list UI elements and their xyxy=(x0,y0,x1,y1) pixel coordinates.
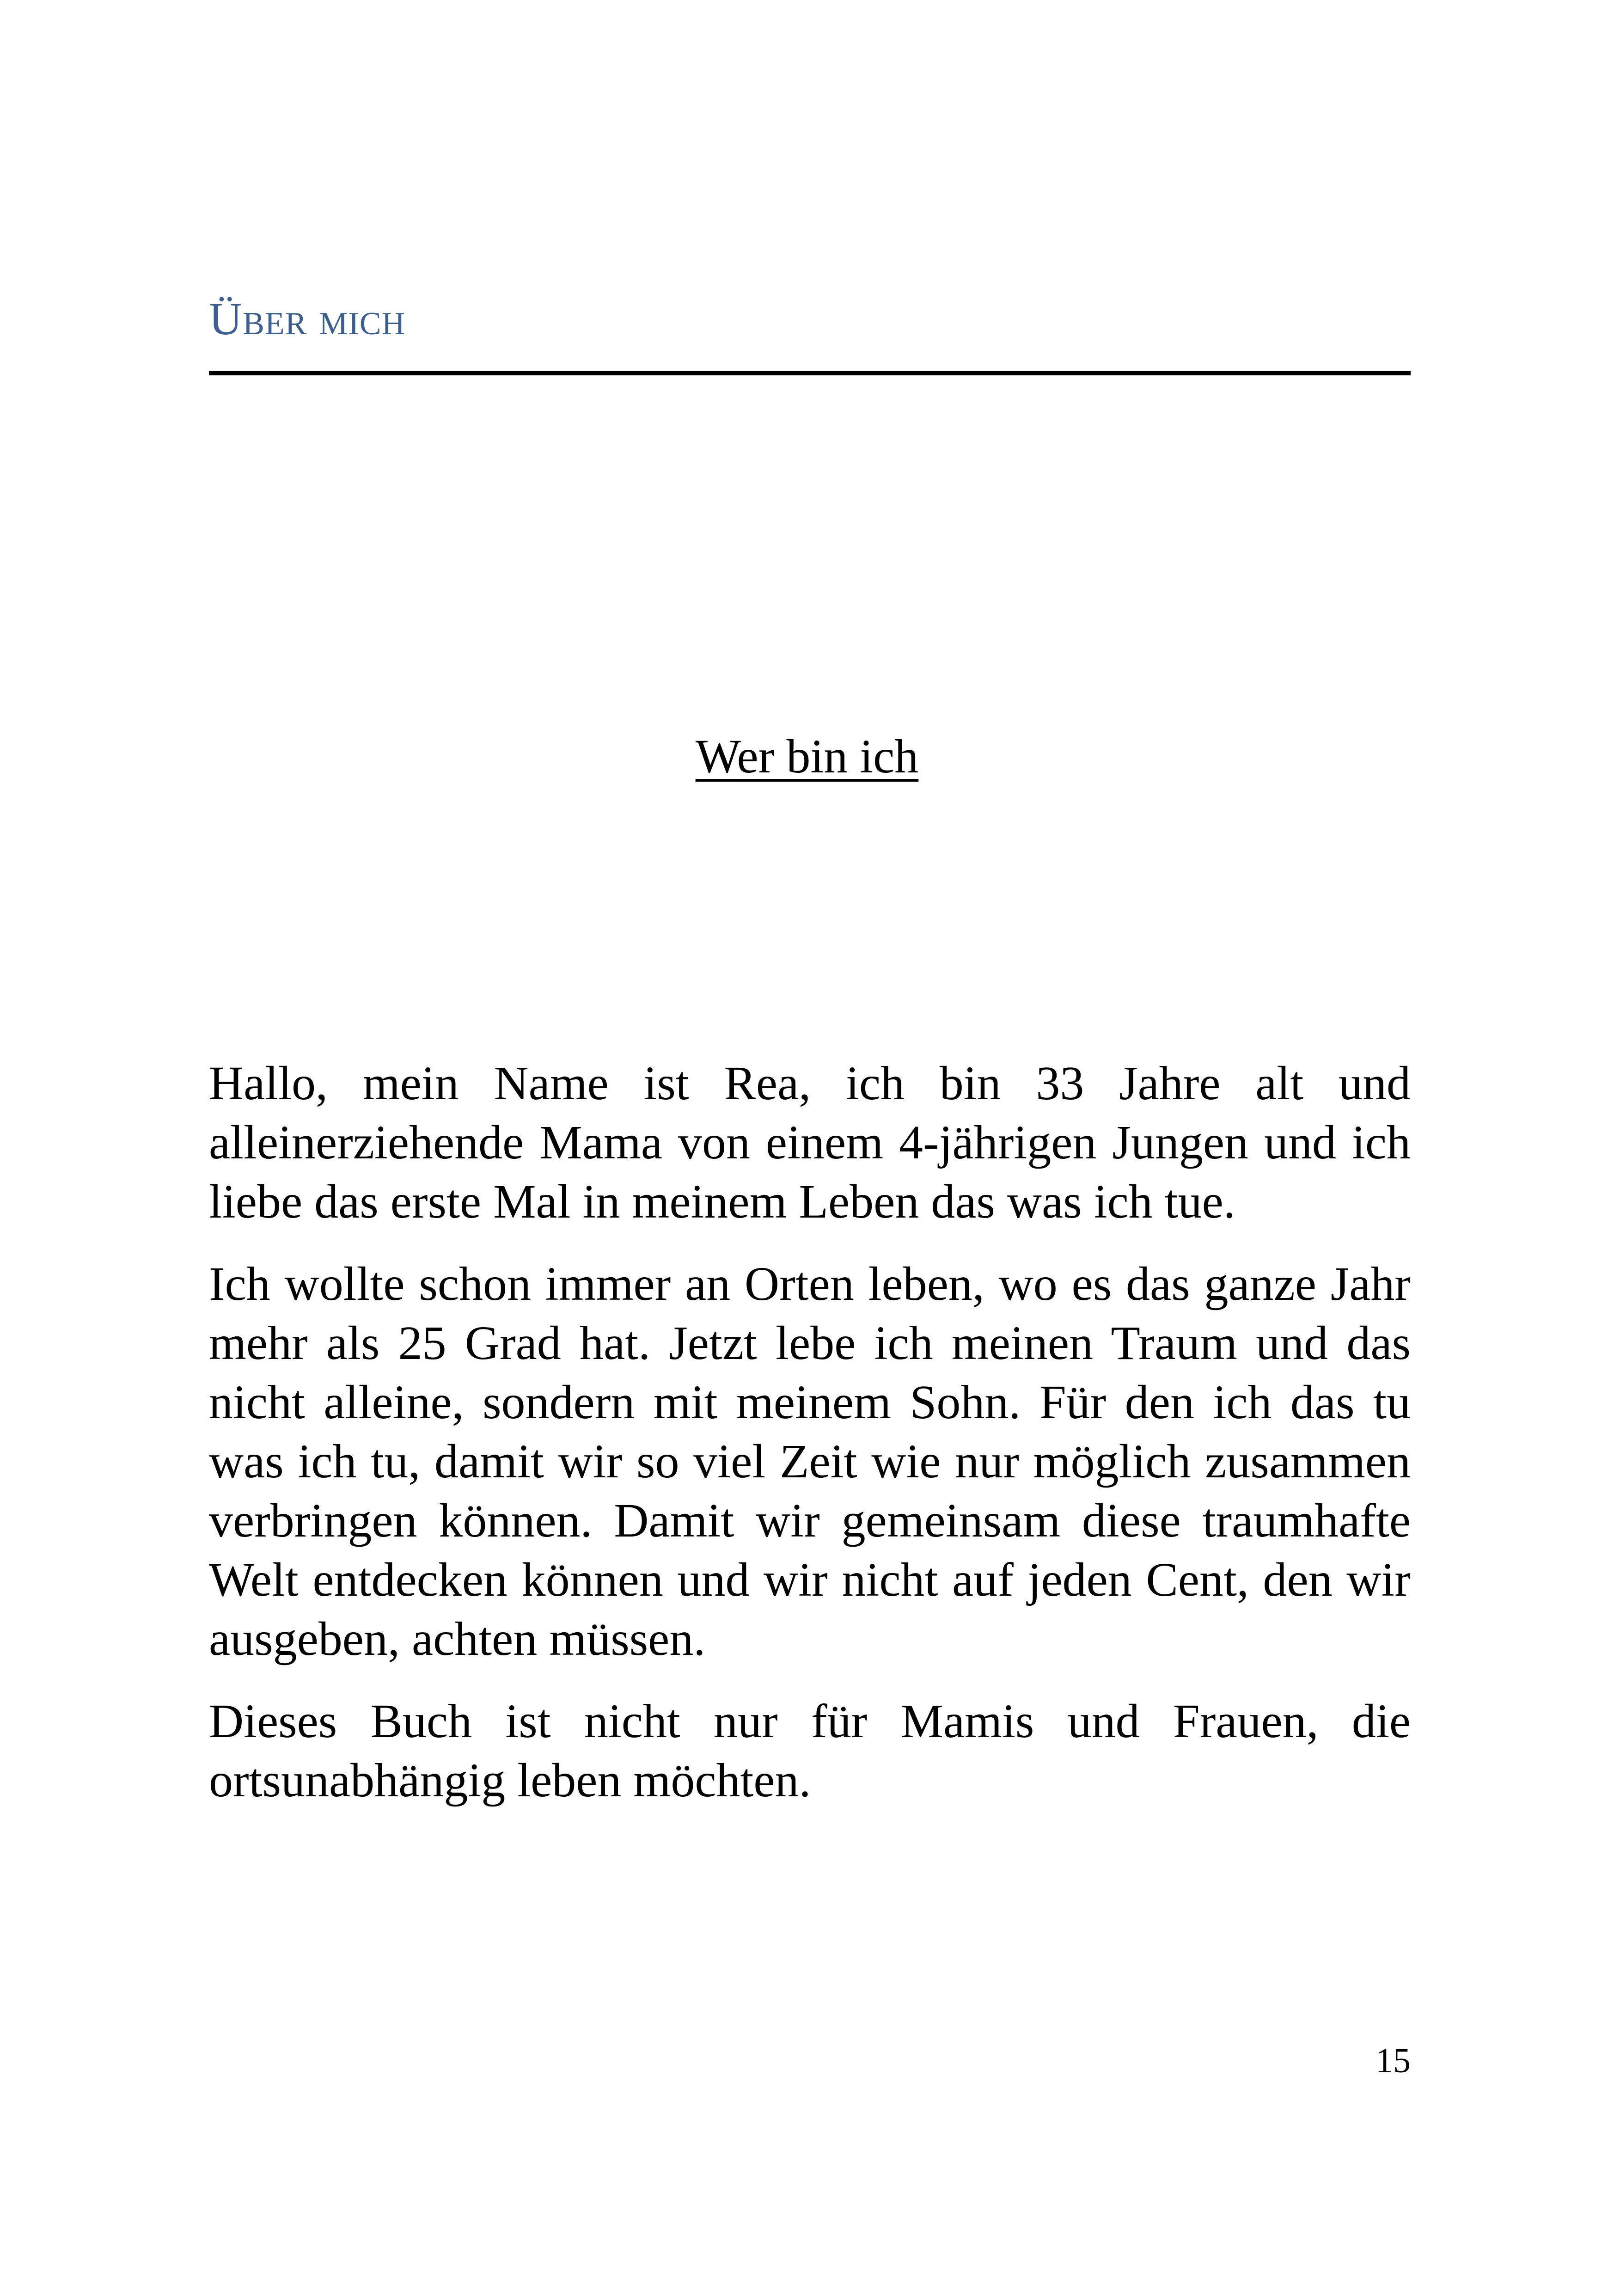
paragraph-1: Hallo, mein Name ist Rea, ich bin 33 Jahre alt und alleinerziehende Mama von einem 4-jährigen Jungen und ich liebe das erste Mal in meinem Leben das was ich tue. xyxy=(209,1057,1411,1228)
paragraph-2: Ich wollte schon immer an Orten leben, wo es das ganze Jahr mehr als 25 Grad hat. Jetzt lebe ich meinen Traum und das nicht alleine, sondern mit meinem Sohn. Für den ich das tu was ich tu, damit wir so viel Zeit wie nur möglich zusammen verbringen können. Damit wir gemeinsam diese traumhafte Welt entdecken können und wir nicht auf jeden Cent, den wir ausgeben, achten müssen. xyxy=(209,1257,1411,1665)
section-title-wrapper xyxy=(0,728,1614,786)
chapter-header: Über mich xyxy=(209,293,406,344)
section-title: Wer bin ich xyxy=(695,730,919,783)
paragraph-3: Dieses Buch ist nicht nur für Mamis und Frauen, die ortsunabhängig leben möchten. xyxy=(209,1695,1411,1807)
body-text xyxy=(209,1054,1411,1833)
header-divider xyxy=(209,371,1411,375)
page-number: 15 xyxy=(1376,2041,1411,2080)
